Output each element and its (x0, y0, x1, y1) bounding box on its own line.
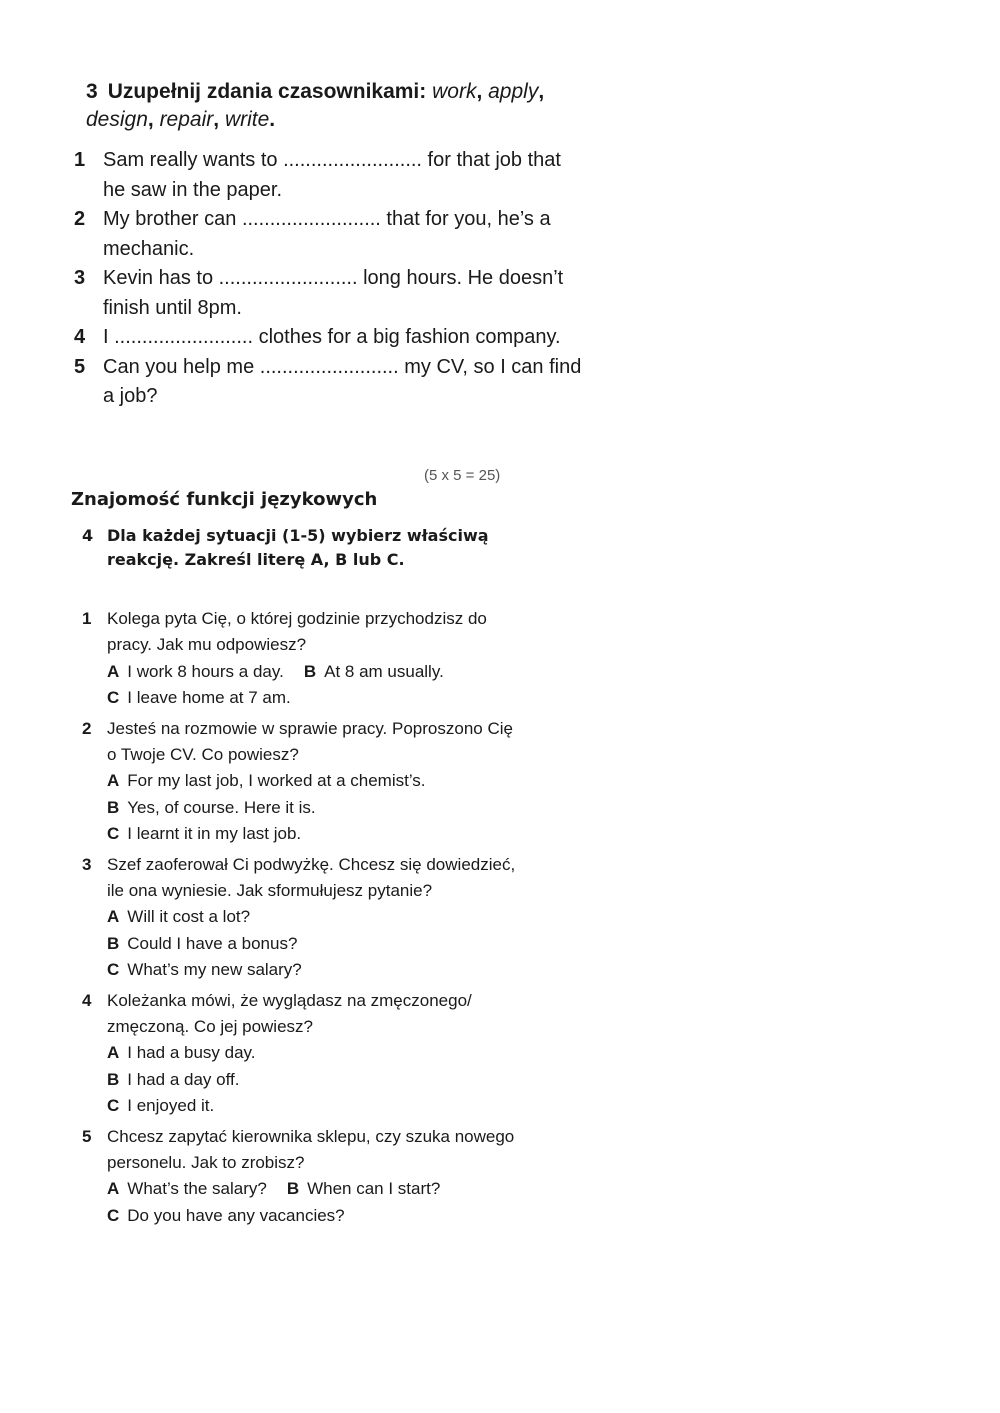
exercise-number: 4 (82, 526, 94, 545)
verb-work: work (432, 80, 477, 103)
question-number: 2 (82, 718, 92, 738)
option-c[interactable]: C What’s my new salary? (107, 959, 302, 979)
question-number: 3 (82, 854, 92, 874)
item-number: 5 (74, 355, 86, 378)
question (82, 1124, 542, 1229)
option-a[interactable]: A What’s the salary? (107, 1179, 267, 1199)
item-number: 1 (74, 149, 86, 171)
section-title: Znajomość funkcji językowych (71, 489, 378, 510)
list-item (74, 205, 594, 264)
option-a[interactable]: A For my last job, I worked at a chemist’s. (107, 771, 426, 791)
option-a[interactable]: A I work 8 hours a day. (107, 661, 284, 681)
item-text: Kevin has to ......................... long hours. He doesn’t finish until 8pm. (103, 267, 564, 319)
options (82, 768, 542, 847)
verb-write: write (224, 108, 270, 131)
option-c[interactable]: C I enjoyed it. (107, 1095, 215, 1115)
question-text: Jesteś na rozmowie w sprawie pracy. Poproszono Cię o Twoje CV. Co powiesz? (107, 718, 513, 764)
item-text: I ......................... clothes for a big fashion company. (103, 326, 561, 348)
question-number: 4 (82, 990, 92, 1010)
item-number: 3 (74, 267, 86, 289)
score-hint-text: (5 x 5 = 25) (424, 467, 501, 484)
exercise-instruction: Dla każdej sytuacji (1-5) wybierz właściwą reakcję. Zakreśl literę A, B lub C. (107, 526, 489, 569)
question (82, 852, 542, 983)
option-a[interactable]: A Will it cost a lot? (107, 907, 251, 927)
question-text: Chcesz zapytać kierownika sklepu, czy szuka nowego personelu. Jak to zrobisz? (107, 1126, 515, 1172)
question (82, 988, 542, 1119)
question-text: Kolega pyta Cię, o której godzinie przychodzisz do pracy. Jak mu odpowiesz? (107, 609, 487, 655)
option-b[interactable]: B Could I have a bonus? (107, 933, 298, 953)
exercise-4-heading (82, 524, 502, 572)
option-c[interactable]: C Do you have any vacancies? (107, 1205, 345, 1225)
item-number: 2 (74, 208, 86, 230)
question-number: 1 (82, 609, 92, 628)
exercise-4-list (82, 606, 542, 1233)
question (82, 606, 542, 711)
list-item (74, 353, 594, 412)
question-number: 5 (82, 1126, 92, 1146)
option-b[interactable]: B I had a day off. (107, 1069, 240, 1089)
list-item (74, 323, 594, 353)
question (82, 716, 542, 847)
exercise-3-list (74, 146, 594, 412)
verb-design: design (86, 108, 148, 131)
score-hint (424, 467, 514, 485)
item-number: 4 (74, 326, 86, 348)
options (82, 904, 542, 983)
item-text: Can you help me ......................... my CV, so I can find a job? (103, 355, 582, 407)
verb-apply: apply (488, 80, 539, 103)
list-item (74, 264, 594, 323)
exercise-number: 3 (86, 80, 98, 103)
question-text: Szef zaoferował Ci podwyżkę. Chcesz się dowiedzieć, ile ona wyniesie. Jak sformułujesz pytanie? (107, 854, 516, 900)
option-b[interactable]: B At 8 am usually. (303, 661, 444, 681)
item-text: My brother can ......................... that for you, he’s a mechanic. (103, 208, 551, 260)
option-b[interactable]: B Yes, of course. Here it is. (107, 797, 316, 817)
options (82, 659, 542, 712)
exercise-3-heading: 3 Uzupełnij zdania czasownikami: work, apply, design, repair, write. (86, 80, 545, 131)
options (82, 1176, 542, 1229)
option-b[interactable]: B When can I start? (286, 1179, 441, 1199)
item-text: Sam really wants to ......................... for that job that he saw in the paper. (103, 149, 561, 201)
list-item (74, 146, 594, 205)
option-a[interactable]: A I had a busy day. (107, 1043, 256, 1063)
option-c[interactable]: C I leave home at 7 am. (107, 687, 291, 707)
verb-repair: repair (159, 108, 214, 131)
question-text: Koleżanka mówi, że wyglądasz na zmęczonego/ zmęczoną. Co jej powiesz? (107, 990, 472, 1036)
exercise-instruction: Uzupełnij zdania czasownikami: (107, 80, 427, 103)
option-c[interactable]: C I learnt it in my last job. (107, 823, 302, 843)
options (82, 1040, 542, 1119)
